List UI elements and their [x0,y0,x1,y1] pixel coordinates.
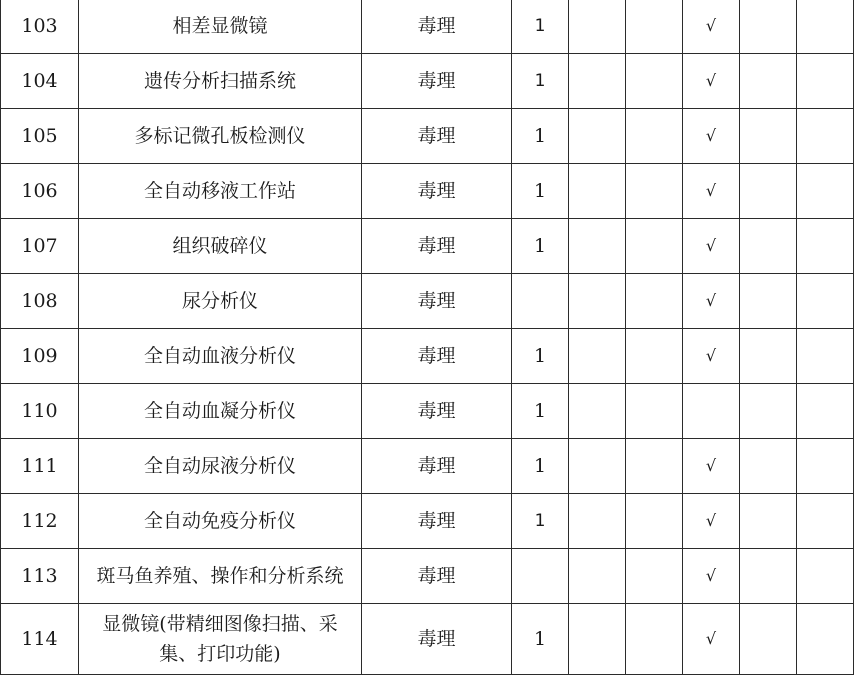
empty-cell [740,329,797,384]
row-number: 113 [1,549,79,604]
empty-cell [569,604,626,675]
department: 毒理 [362,274,512,329]
department: 毒理 [362,54,512,109]
empty-cell [626,329,683,384]
empty-cell [569,0,626,54]
empty-cell [740,549,797,604]
empty-cell [569,329,626,384]
table-row [1,494,854,549]
check-mark: √ [683,549,740,604]
equipment-name: 显微镜(带精细图像扫描、采集、打印功能) [79,604,362,675]
row-number: 112 [1,494,79,549]
empty-cell [626,384,683,439]
department: 毒理 [362,0,512,54]
department: 毒理 [362,604,512,675]
quantity: 1 [512,604,569,675]
equipment-name: 遗传分析扫描系统 [79,54,362,109]
table-row [1,549,854,604]
department: 毒理 [362,109,512,164]
empty-cell [626,219,683,274]
quantity: 1 [512,54,569,109]
empty-cell [740,439,797,494]
row-number: 111 [1,439,79,494]
department: 毒理 [362,164,512,219]
check-mark: √ [683,164,740,219]
check-mark: √ [683,604,740,675]
equipment-name: 全自动血凝分析仪 [79,384,362,439]
empty-cell [626,604,683,675]
empty-cell [569,274,626,329]
empty-cell [569,109,626,164]
table-row [1,329,854,384]
empty-cell [740,54,797,109]
quantity: 1 [512,329,569,384]
empty-cell [626,54,683,109]
table-row [1,384,854,439]
empty-cell [569,494,626,549]
table-row [1,109,854,164]
check-mark: √ [683,109,740,164]
empty-cell [797,439,854,494]
table-row [1,219,854,274]
department: 毒理 [362,219,512,274]
empty-cell [626,439,683,494]
empty-cell [740,0,797,54]
empty-cell [740,604,797,675]
empty-cell [569,384,626,439]
quantity [512,274,569,329]
equipment-name: 多标记微孔板检测仪 [79,109,362,164]
empty-cell [797,604,854,675]
empty-cell [797,219,854,274]
empty-cell [797,0,854,54]
table-row [1,0,854,54]
quantity: 1 [512,494,569,549]
quantity: 1 [512,219,569,274]
empty-cell [797,54,854,109]
empty-cell [797,109,854,164]
empty-cell [740,109,797,164]
row-number: 105 [1,109,79,164]
table-row [1,54,854,109]
check-mark: √ [683,329,740,384]
empty-cell [797,164,854,219]
empty-cell [740,494,797,549]
check-mark: √ [683,439,740,494]
empty-cell [740,384,797,439]
check-mark [683,384,740,439]
quantity: 1 [512,439,569,494]
equipment-name: 全自动血液分析仪 [79,329,362,384]
department: 毒理 [362,549,512,604]
row-number: 103 [1,0,79,54]
check-mark: √ [683,274,740,329]
equipment-name: 全自动尿液分析仪 [79,439,362,494]
empty-cell [626,0,683,54]
empty-cell [740,219,797,274]
empty-cell [569,219,626,274]
quantity [512,549,569,604]
empty-cell [569,164,626,219]
quantity: 1 [512,109,569,164]
row-number: 108 [1,274,79,329]
check-mark: √ [683,54,740,109]
quantity: 1 [512,164,569,219]
empty-cell [626,549,683,604]
department: 毒理 [362,494,512,549]
row-number: 107 [1,219,79,274]
empty-cell [626,164,683,219]
table-body [1,0,854,675]
equipment-name: 全自动移液工作站 [79,164,362,219]
empty-cell [569,54,626,109]
equipment-name: 斑马鱼养殖、操作和分析系统 [79,549,362,604]
quantity: 1 [512,384,569,439]
empty-cell [569,549,626,604]
table-row [1,439,854,494]
table-row [1,604,854,675]
empty-cell [626,274,683,329]
row-number: 104 [1,54,79,109]
row-number: 114 [1,604,79,675]
empty-cell [626,109,683,164]
empty-cell [626,494,683,549]
empty-cell [797,549,854,604]
department: 毒理 [362,329,512,384]
row-number: 110 [1,384,79,439]
equipment-name: 组织破碎仪 [79,219,362,274]
equipment-name: 尿分析仪 [79,274,362,329]
empty-cell [740,164,797,219]
empty-cell [797,274,854,329]
empty-cell [797,384,854,439]
row-number: 109 [1,329,79,384]
empty-cell [569,439,626,494]
department: 毒理 [362,384,512,439]
empty-cell [740,274,797,329]
row-number: 106 [1,164,79,219]
check-mark: √ [683,0,740,54]
equipment-name: 全自动免疫分析仪 [79,494,362,549]
empty-cell [797,329,854,384]
check-mark: √ [683,494,740,549]
equipment-name: 相差显微镜 [79,0,362,54]
table-row [1,164,854,219]
table-row [1,274,854,329]
empty-cell [797,494,854,549]
check-mark: √ [683,219,740,274]
quantity: 1 [512,0,569,54]
department: 毒理 [362,439,512,494]
